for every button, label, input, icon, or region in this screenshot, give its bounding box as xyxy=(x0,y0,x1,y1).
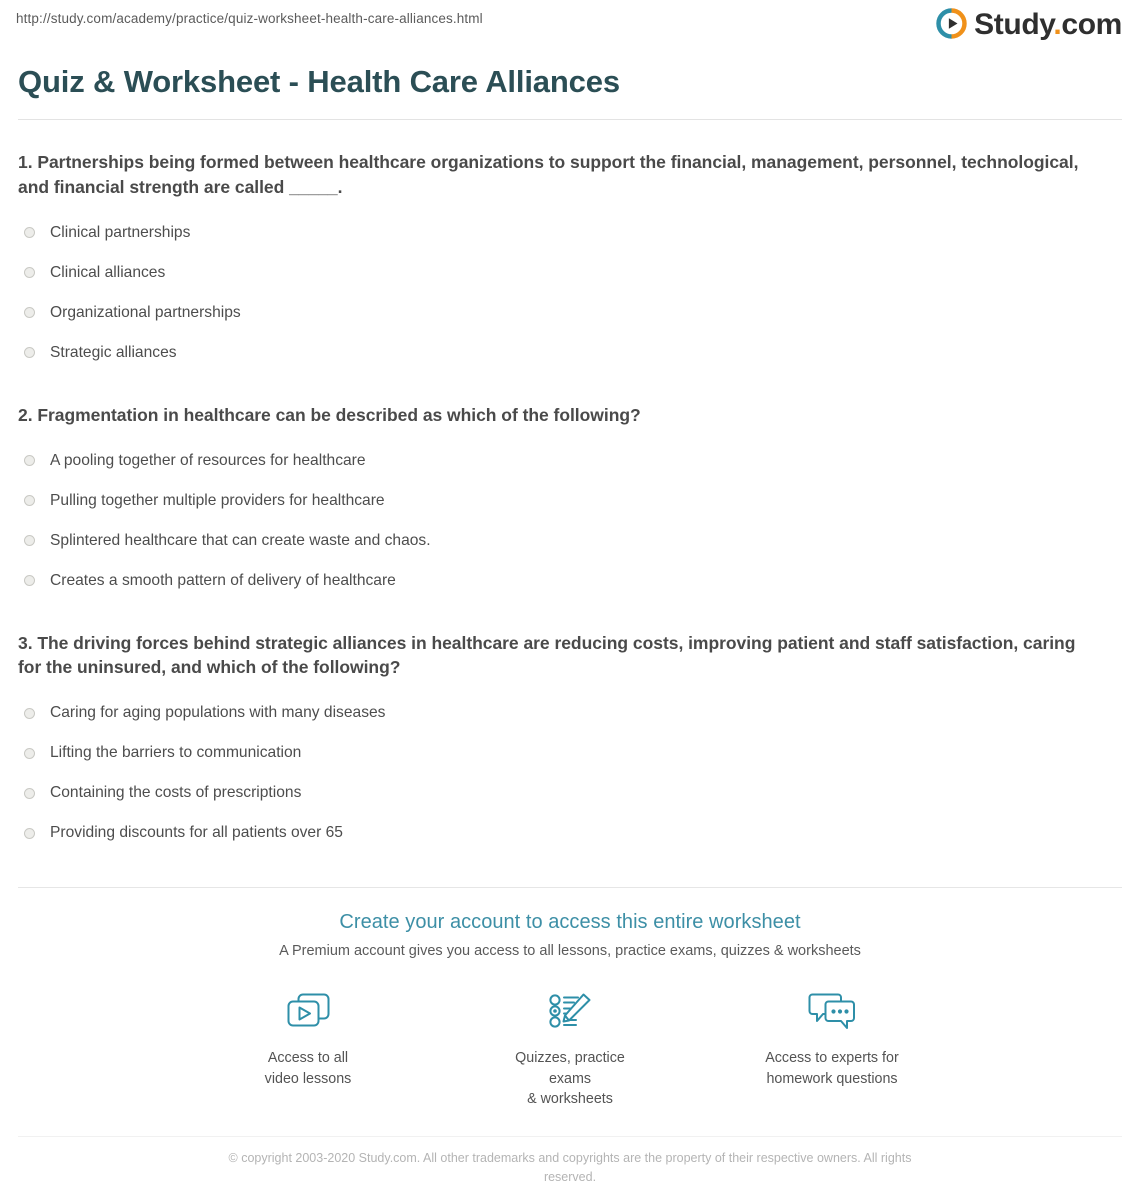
questions-list xyxy=(0,150,1140,853)
radio-button-icon[interactable] xyxy=(24,708,35,719)
title-divider xyxy=(18,119,1122,120)
site-logo[interactable] xyxy=(936,8,1122,39)
perk-label-line2: & worksheets xyxy=(527,1090,613,1107)
answer-option-label: Creates a smooth pattern of delivery of healthcare xyxy=(50,571,396,589)
answer-option-label: Providing discounts for all patients over 65 xyxy=(50,824,343,842)
perk-expert-help xyxy=(757,985,907,1109)
question-text: 2. Fragmentation in healthcare can be described as which of the following? xyxy=(18,404,641,425)
page-url: http://study.com/academy/practice/quiz-worksheet-health-care-alliances.html xyxy=(16,11,483,26)
page-title: Quiz & Worksheet - Health Care Alliances xyxy=(18,64,620,99)
perk-label xyxy=(757,1048,907,1089)
video-lessons-icon xyxy=(233,985,383,1037)
answer-option[interactable] xyxy=(18,693,1122,733)
radio-button-icon[interactable] xyxy=(24,347,35,358)
radio-button-icon[interactable] xyxy=(24,828,35,839)
answer-option-label: A pooling together of resources for healthcare xyxy=(50,451,366,469)
answer-option[interactable] xyxy=(18,813,1122,853)
perk-label-line1: Access to experts for xyxy=(765,1050,899,1067)
perk-label xyxy=(233,1048,383,1089)
answer-option-label: Strategic alliances xyxy=(50,343,177,361)
answer-option-label: Organizational partnerships xyxy=(50,303,241,321)
radio-button-icon[interactable] xyxy=(24,307,35,318)
answer-option-label: Lifting the barriers to communication xyxy=(50,744,302,762)
question-item xyxy=(18,403,1122,601)
answer-option[interactable] xyxy=(18,441,1122,481)
radio-button-icon[interactable] xyxy=(24,227,35,238)
answer-option[interactable] xyxy=(18,561,1122,601)
answer-option[interactable] xyxy=(18,333,1122,373)
logo-dot: . xyxy=(1053,7,1062,41)
perk-label-line2: homework questions xyxy=(766,1070,898,1087)
cta-subtext: A Premium account gives you access to all lessons, practice exams, quizzes & worksheets xyxy=(279,943,861,960)
perk-label xyxy=(495,1048,645,1109)
perk-label-line2: video lessons xyxy=(264,1070,352,1087)
radio-button-icon[interactable] xyxy=(24,788,35,799)
radio-button-icon[interactable] xyxy=(24,267,35,278)
answer-option-label: Clinical partnerships xyxy=(50,223,191,241)
answer-option[interactable] xyxy=(18,293,1122,333)
logo-wordmark xyxy=(974,7,1122,41)
answer-option[interactable] xyxy=(18,521,1122,561)
copyright-text: © copyright 2003-2020 Study.com. All other trademarks and copyrights are the property of their respective owners. All rights reserved. xyxy=(228,1151,912,1185)
question-text: 3. The driving forces behind strategic alliances in healthcare are reducing costs, improving patient and staff satisfaction, caring for the uninsured, and which of the following? xyxy=(18,632,1076,678)
radio-button-icon[interactable] xyxy=(24,455,35,466)
perk-label-line1: Quizzes, practice exams xyxy=(515,1050,625,1087)
perk-video-lessons xyxy=(233,985,383,1109)
question-item xyxy=(18,150,1122,373)
premium-perks xyxy=(0,985,1140,1109)
question-item xyxy=(18,631,1122,854)
answer-option-label: Containing the costs of prescriptions xyxy=(50,784,302,802)
logo-name: Study xyxy=(974,7,1054,41)
question-text: 1. Partnerships being formed between healthcare organizations to support the financial, management, personnel, technological, and financial strength are called _____. xyxy=(18,152,1079,197)
radio-button-icon[interactable] xyxy=(24,575,35,586)
answer-options xyxy=(18,441,1122,601)
answer-option[interactable] xyxy=(18,253,1122,293)
perk-quizzes-worksheets xyxy=(495,985,645,1109)
answer-option[interactable] xyxy=(18,733,1122,773)
answer-options xyxy=(18,693,1122,853)
radio-button-icon[interactable] xyxy=(24,748,35,759)
page-header xyxy=(0,0,1140,52)
footer-divider xyxy=(18,887,1122,888)
answer-option-label: Caring for aging populations with many diseases xyxy=(50,704,386,722)
answer-option[interactable] xyxy=(18,481,1122,521)
play-circle-icon xyxy=(936,8,967,39)
signup-callout xyxy=(0,911,1140,959)
radio-button-icon[interactable] xyxy=(24,495,35,506)
answer-option-label: Splintered healthcare that can create waste and chaos. xyxy=(50,531,431,549)
answer-options xyxy=(18,213,1122,373)
logo-tld: com xyxy=(1061,7,1122,41)
quiz-checklist-pencil-icon xyxy=(495,985,645,1037)
answer-option-label: Clinical alliances xyxy=(50,263,166,281)
answer-option[interactable] xyxy=(18,213,1122,253)
answer-option-label: Pulling together multiple providers for healthcare xyxy=(50,491,385,509)
answer-option[interactable] xyxy=(18,773,1122,813)
radio-button-icon[interactable] xyxy=(24,535,35,546)
copyright-divider xyxy=(18,1136,1122,1137)
chat-bubbles-icon xyxy=(757,985,907,1037)
perk-label-line1: Access to all xyxy=(267,1050,349,1067)
cta-headline[interactable]: Create your account to access this entire worksheet xyxy=(339,911,801,934)
